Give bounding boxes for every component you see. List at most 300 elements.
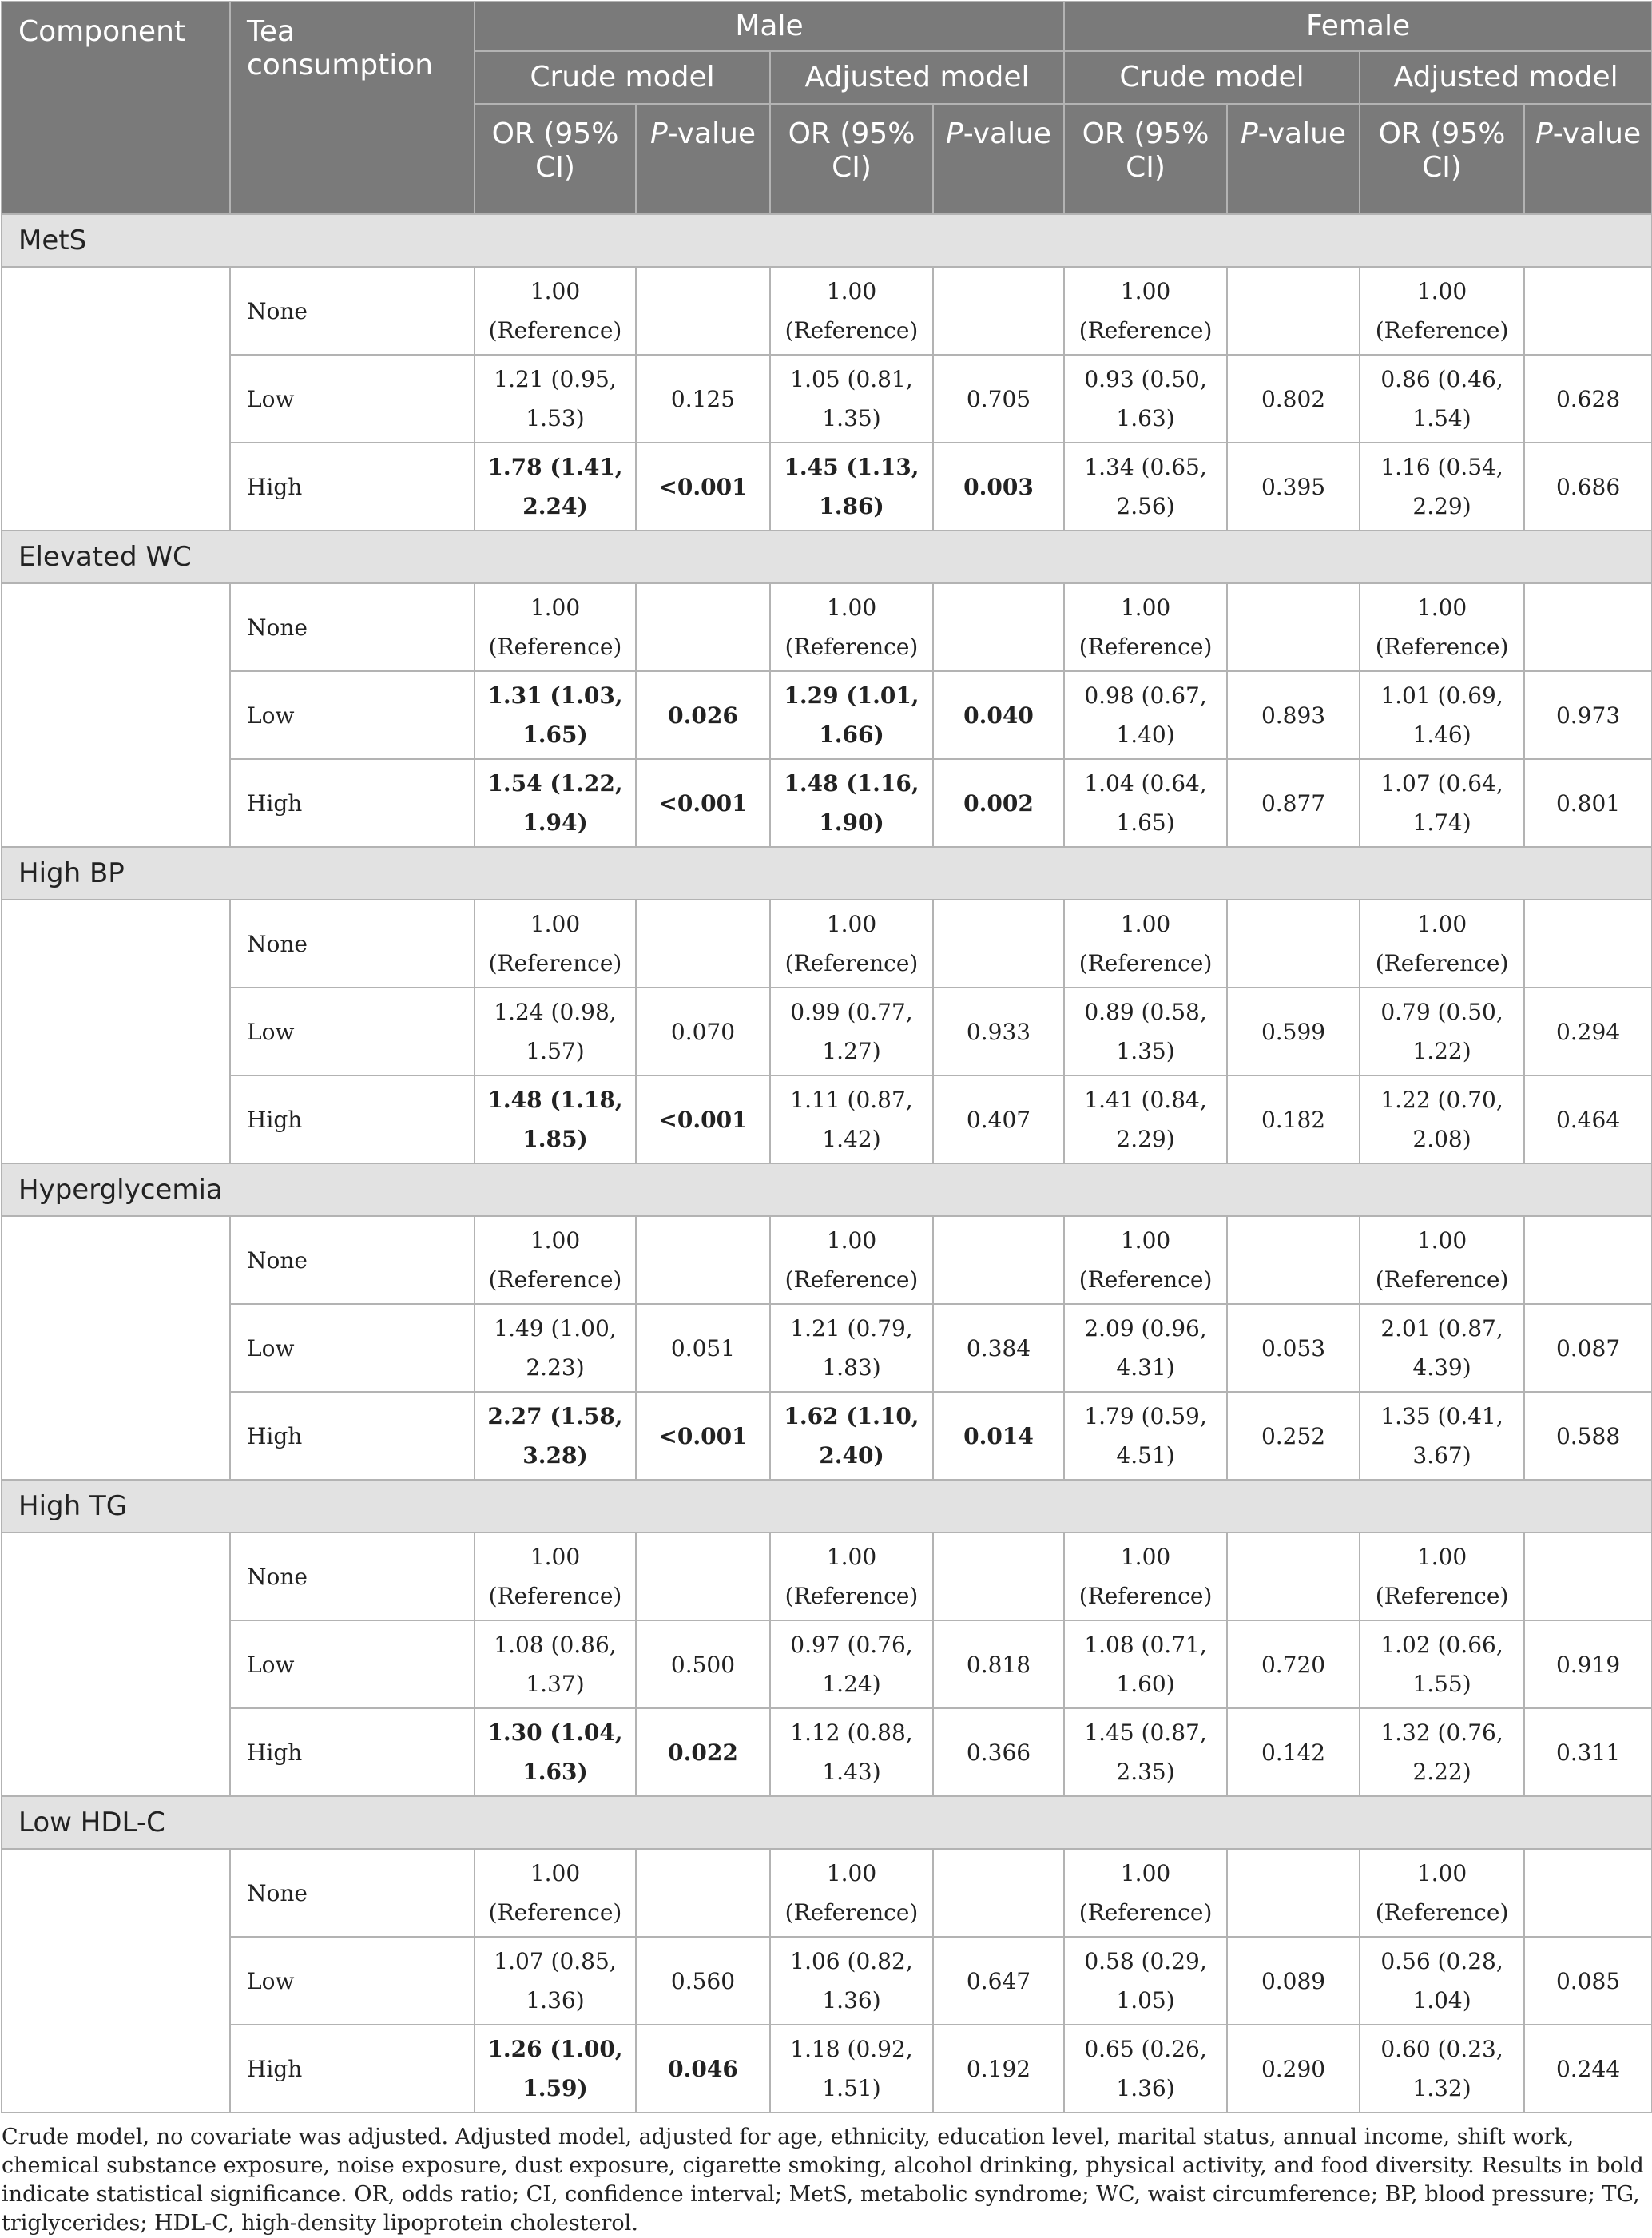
m-crude-or-cell: [475, 988, 636, 1075]
m-crude-p-cell: <0.001: [636, 1392, 770, 1480]
f-adj-or-cell: [1360, 1392, 1524, 1480]
m-crude-p-cell: 0.022: [636, 1708, 770, 1796]
tea-consumption-line2: consumption: [247, 49, 434, 81]
or-value-line2: 1.04): [1412, 1987, 1471, 2013]
tea-level-cell: High: [230, 1392, 475, 1480]
or-header-line1: OR (95%: [491, 117, 619, 150]
or-value-line1: 1.08 (0.71,: [1084, 1632, 1207, 1658]
component-blank-cell: [2, 267, 230, 531]
m-crude-or-cell: [475, 583, 636, 671]
f-adj-p-cell: 0.294: [1524, 988, 1652, 1075]
or-value-line1: 1.07 (0.85,: [494, 1948, 617, 1974]
or-value-line1: 2.09 (0.96,: [1084, 1315, 1207, 1342]
m-adj-or-cell: [770, 1620, 933, 1708]
or-value-line2: 1.66): [819, 721, 884, 748]
or-value-line2: 1.27): [822, 1038, 881, 1064]
m-adj-or-cell: [770, 900, 933, 988]
table-row: [2, 900, 1652, 988]
table-row: [2, 1620, 1652, 1708]
or-value-line2: (Reference): [784, 634, 919, 660]
m-crude-p-cell: <0.001: [636, 443, 770, 531]
m-crude-or-cell: [475, 671, 636, 759]
f-adj-or-cell: [1360, 759, 1524, 847]
m-adj-p-cell: 0.818: [933, 1620, 1064, 1708]
or-value-line1: 1.00: [1120, 278, 1171, 304]
m-adj-p-cell: [933, 267, 1064, 355]
m-adj-or-cell: [770, 1216, 933, 1304]
or-value-line2: 1.55): [1412, 1671, 1471, 1697]
or-value-line1: 0.60 (0.23,: [1380, 2036, 1503, 2062]
f-adj-p-cell: 0.628: [1524, 355, 1652, 443]
or-value-line2: (Reference): [784, 1899, 919, 1926]
f-crude-p-cell: 0.053: [1227, 1304, 1360, 1392]
f-adj-or-cell: [1360, 1075, 1524, 1163]
or-header-line2: CI): [1422, 151, 1462, 184]
or-value-line1: 0.97 (0.76,: [790, 1632, 913, 1658]
f-crude-or-cell: [1064, 671, 1227, 759]
or-value-line1: 1.32 (0.76,: [1380, 1719, 1503, 1746]
or-value-line2: 1.60): [1116, 1671, 1175, 1697]
m-adj-or-cell: [770, 1075, 933, 1163]
section-title: Low HDL-C: [2, 1796, 1652, 1849]
or-value-line1: 1.21 (0.95,: [494, 366, 617, 392]
f-crude-p-cell: 0.089: [1227, 1937, 1360, 2025]
table-row: [2, 759, 1652, 847]
m-adj-p-cell: 0.014: [933, 1392, 1064, 1480]
or-header-line1: OR (95%: [1082, 117, 1209, 150]
or-value-line2: 2.35): [1116, 1759, 1175, 1785]
component-blank-cell: [2, 1216, 230, 1480]
m-adj-p-cell: 0.705: [933, 355, 1064, 443]
or-header-line2: CI): [1126, 151, 1166, 184]
m-adj-or-cell: [770, 443, 933, 531]
tea-level-cell: None: [230, 1849, 475, 1937]
component-blank-cell: [2, 583, 230, 847]
or-value-line2: (Reference): [1375, 1899, 1509, 1926]
f-crude-or-cell: [1064, 1075, 1227, 1163]
m-crude-p-cell: [636, 1216, 770, 1304]
or-value-line1: 1.21 (0.79,: [790, 1315, 913, 1342]
or-value-line1: 1.00: [530, 911, 581, 937]
m-crude-p-cell: [636, 1849, 770, 1937]
or-value-line1: 1.62 (1.10,: [784, 1403, 919, 1429]
m-crude-or-cell: [475, 1216, 636, 1304]
or-value-line2: 2.24): [522, 493, 588, 519]
or-value-line1: 1.00: [1120, 1227, 1171, 1254]
or-value-line2: 1.54): [1412, 405, 1471, 431]
or-value-line2: 1.90): [819, 809, 884, 836]
m-adj-or-cell: [770, 1937, 933, 2025]
or-value-line2: 1.63): [522, 1759, 588, 1785]
m-crude-p-cell: 0.051: [636, 1304, 770, 1392]
m-crude-or-cell: [475, 1075, 636, 1163]
f-adj-p-cell: [1524, 267, 1652, 355]
or-value-line1: 1.18 (0.92,: [790, 2036, 913, 2062]
m-crude-p-cell: 0.125: [636, 355, 770, 443]
or-value-line1: 1.00: [1120, 594, 1171, 621]
or-value-line2: 1.40): [1116, 721, 1175, 748]
or-value-line1: 1.45 (0.87,: [1084, 1719, 1207, 1746]
m-adj-p-cell: 0.366: [933, 1708, 1064, 1796]
table-container: [0, 1, 1652, 2238]
or-value-line1: 1.00: [826, 911, 877, 937]
m-adj-or-cell: [770, 1304, 933, 1392]
f-adj-or-cell: [1360, 988, 1524, 1075]
or-value-line1: 1.22 (0.70,: [1380, 1087, 1503, 1113]
female-adjusted-model-header: Adjusted model: [1360, 51, 1652, 104]
or-value-line2: 2.22): [1412, 1759, 1471, 1785]
table-row: [2, 2025, 1652, 2113]
or-value-line1: 1.34 (0.65,: [1084, 454, 1207, 480]
or-value-line2: (Reference): [488, 950, 622, 976]
or-value-line2: (Reference): [488, 1266, 622, 1293]
section-title: High TG: [2, 1480, 1652, 1532]
section-row: [2, 847, 1652, 900]
m-crude-p-cell: [636, 267, 770, 355]
section-title: Hyperglycemia: [2, 1163, 1652, 1216]
or-value-line1: 1.08 (0.86,: [494, 1632, 617, 1658]
or-value-line2: 1.36): [822, 1987, 881, 2013]
m-adj-p-cell: [933, 583, 1064, 671]
or-value-line2: 1.51): [822, 2075, 881, 2101]
or-value-line2: (Reference): [1078, 950, 1213, 976]
or-value-line2: 1.43): [822, 1759, 881, 1785]
or-value-line2: (Reference): [488, 1899, 622, 1926]
table-row: [2, 1708, 1652, 1796]
or-value-line1: 1.04 (0.64,: [1084, 770, 1207, 797]
tea-level-cell: None: [230, 1216, 475, 1304]
or-value-line2: 1.53): [526, 405, 585, 431]
m-adj-or-cell: [770, 1708, 933, 1796]
f-crude-or-cell: [1064, 355, 1227, 443]
m-adj-or-cell: [770, 267, 933, 355]
or-value-line1: 1.30 (1.04,: [487, 1719, 623, 1746]
tea-level-cell: Low: [230, 1937, 475, 2025]
female-adjusted-p-value-header: [1524, 104, 1652, 214]
or-value-line1: 1.26 (1.00,: [487, 2036, 623, 2062]
section-title: Elevated WC: [2, 531, 1652, 583]
or-value-line2: (Reference): [1375, 634, 1509, 660]
f-crude-or-cell: [1064, 1304, 1227, 1392]
or-value-line1: 1.00: [1416, 1860, 1467, 1886]
f-adj-p-cell: 0.311: [1524, 1708, 1652, 1796]
or-value-line2: 1.94): [522, 809, 588, 836]
f-crude-or-cell: [1064, 900, 1227, 988]
tea-level-cell: Low: [230, 988, 475, 1075]
or-value-line2: (Reference): [1078, 1583, 1213, 1609]
m-crude-or-cell: [475, 1392, 636, 1480]
m-crude-or-cell: [475, 1620, 636, 1708]
or-value-line1: 1.31 (1.03,: [487, 682, 623, 709]
p-header-suffix: -value: [1257, 117, 1347, 150]
male-adjusted-p-value-header: [933, 104, 1064, 214]
tea-level-cell: High: [230, 759, 475, 847]
or-value-line1: 0.58 (0.29,: [1084, 1948, 1207, 1974]
female-crude-model-header: Crude model: [1064, 51, 1360, 104]
f-adj-p-cell: 0.085: [1524, 1937, 1652, 2025]
or-header-line1: OR (95%: [1378, 117, 1506, 150]
component-blank-cell: [2, 1532, 230, 1796]
f-adj-or-cell: [1360, 1532, 1524, 1620]
m-crude-or-cell: [475, 759, 636, 847]
m-crude-p-cell: <0.001: [636, 1075, 770, 1163]
or-value-line1: 1.00: [1416, 278, 1467, 304]
or-value-line2: 2.08): [1412, 1126, 1471, 1152]
tea-level-cell: Low: [230, 355, 475, 443]
or-value-line2: 4.51): [1116, 1442, 1175, 1469]
or-header-line1: OR (95%: [788, 117, 915, 150]
table-row: [2, 988, 1652, 1075]
table-header: [2, 2, 1652, 214]
m-crude-p-cell: [636, 1532, 770, 1620]
m-adj-p-cell: 0.933: [933, 988, 1064, 1075]
tea-consumption-header: [230, 2, 475, 214]
f-adj-or-cell: [1360, 355, 1524, 443]
tea-level-cell: Low: [230, 1620, 475, 1708]
f-crude-p-cell: 0.877: [1227, 759, 1360, 847]
tea-level-cell: High: [230, 1708, 475, 1796]
m-adj-or-cell: [770, 988, 933, 1075]
section-row: [2, 214, 1652, 267]
tea-level-cell: High: [230, 443, 475, 531]
f-crude-p-cell: 0.290: [1227, 2025, 1360, 2113]
or-value-line2: 3.67): [1412, 1442, 1471, 1469]
f-adj-p-cell: [1524, 583, 1652, 671]
f-adj-or-cell: [1360, 1620, 1524, 1708]
or-value-line1: 1.00: [1416, 911, 1467, 937]
or-value-line1: 1.00: [1120, 1860, 1171, 1886]
f-adj-p-cell: 0.686: [1524, 443, 1652, 531]
f-crude-or-cell: [1064, 1937, 1227, 2025]
or-value-line2: 1.36): [526, 1987, 585, 2013]
or-value-line1: 0.98 (0.67,: [1084, 682, 1207, 709]
or-value-line1: 1.48 (1.16,: [784, 770, 919, 797]
or-value-line1: 1.45 (1.13,: [784, 454, 919, 480]
m-adj-p-cell: 0.407: [933, 1075, 1064, 1163]
female-crude-p-value-header: [1227, 104, 1360, 214]
f-crude-p-cell: [1227, 1532, 1360, 1620]
or-value-line2: (Reference): [1375, 317, 1509, 344]
or-value-line1: 1.12 (0.88,: [790, 1719, 913, 1746]
male-adjusted-model-header: Adjusted model: [770, 51, 1064, 104]
results-table: [1, 1, 1652, 2113]
or-value-line2: 3.28): [522, 1442, 588, 1469]
or-value-line1: 1.00: [826, 594, 877, 621]
tea-level-cell: Low: [230, 671, 475, 759]
or-value-line2: (Reference): [1078, 634, 1213, 660]
m-crude-p-cell: 0.046: [636, 2025, 770, 2113]
f-adj-p-cell: 0.087: [1524, 1304, 1652, 1392]
or-value-line1: 0.56 (0.28,: [1380, 1948, 1503, 1974]
m-crude-or-cell: [475, 1849, 636, 1937]
or-value-line2: 1.85): [522, 1126, 588, 1152]
male-header: Male: [475, 2, 1064, 51]
m-crude-p-cell: [636, 900, 770, 988]
f-adj-or-cell: [1360, 443, 1524, 531]
f-crude-p-cell: 0.893: [1227, 671, 1360, 759]
m-adj-p-cell: 0.192: [933, 2025, 1064, 2113]
m-adj-or-cell: [770, 355, 933, 443]
or-value-line2: 1.59): [522, 2075, 588, 2101]
table-row: [2, 443, 1652, 531]
or-value-line2: 1.35): [822, 405, 881, 431]
f-adj-p-cell: 0.919: [1524, 1620, 1652, 1708]
f-adj-or-cell: [1360, 2025, 1524, 2113]
m-adj-or-cell: [770, 2025, 933, 2113]
f-adj-or-cell: [1360, 583, 1524, 671]
or-header-line2: CI): [535, 151, 575, 184]
table-row: [2, 671, 1652, 759]
or-value-line2: (Reference): [784, 317, 919, 344]
or-value-line1: 0.93 (0.50,: [1084, 366, 1207, 392]
f-crude-or-cell: [1064, 267, 1227, 355]
or-value-line1: 2.01 (0.87,: [1380, 1315, 1503, 1342]
m-crude-or-cell: [475, 443, 636, 531]
f-adj-or-cell: [1360, 267, 1524, 355]
table-row: [2, 1532, 1652, 1620]
f-crude-p-cell: 0.182: [1227, 1075, 1360, 1163]
or-value-line2: 2.56): [1116, 493, 1175, 519]
m-adj-p-cell: [933, 1216, 1064, 1304]
or-value-line2: 1.65): [522, 721, 588, 748]
or-value-line1: 1.02 (0.66,: [1380, 1632, 1503, 1658]
or-value-line1: 1.00: [530, 1544, 581, 1570]
or-value-line2: 1.46): [1412, 721, 1471, 748]
or-value-line2: 4.31): [1116, 1354, 1175, 1381]
or-value-line2: (Reference): [488, 1583, 622, 1609]
or-value-line1: 1.41 (0.84,: [1084, 1087, 1207, 1113]
m-crude-or-cell: [475, 2025, 636, 2113]
f-crude-p-cell: [1227, 583, 1360, 671]
m-adj-p-cell: 0.384: [933, 1304, 1064, 1392]
m-crude-or-cell: [475, 900, 636, 988]
f-crude-p-cell: 0.252: [1227, 1392, 1360, 1480]
component-blank-cell: [2, 1849, 230, 2113]
f-crude-or-cell: [1064, 2025, 1227, 2113]
f-adj-or-cell: [1360, 1849, 1524, 1937]
p-header-prefix: P: [945, 117, 963, 150]
m-crude-p-cell: 0.560: [636, 1937, 770, 2025]
or-value-line2: 2.23): [526, 1354, 585, 1381]
f-crude-p-cell: 0.142: [1227, 1708, 1360, 1796]
or-value-line2: (Reference): [784, 950, 919, 976]
f-adj-p-cell: 0.244: [1524, 2025, 1652, 2113]
male-crude-p-value-header: [636, 104, 770, 214]
f-crude-or-cell: [1064, 583, 1227, 671]
or-value-line1: 1.00: [1416, 594, 1467, 621]
f-adj-or-cell: [1360, 1304, 1524, 1392]
tea-level-cell: None: [230, 900, 475, 988]
p-header-prefix: P: [649, 117, 668, 150]
table-footnote: Crude model, no covariate was adjusted. Adjusted model, adjusted for age, ethnicity, education level, marital status, annual income, shift work, chemical substance exposure, noise exposure, dust exposure, cigarette smoking, alcohol drinking, physical activity, and food diversity. Results in bold indicate statistical significance. OR, odds ratio; CI, confidence interval; MetS, metabolic syndrome; WC, waist circumference; BP, blood pressure; TG, triglycerides; HDL-C, high-density lipoprotein cholesterol.: [2, 2125, 1644, 2236]
m-crude-or-cell: [475, 1304, 636, 1392]
f-adj-or-cell: [1360, 671, 1524, 759]
or-value-line1: 1.35 (0.41,: [1380, 1403, 1503, 1429]
f-crude-or-cell: [1064, 1392, 1227, 1480]
or-value-line1: 1.49 (1.00,: [494, 1315, 617, 1342]
or-value-line1: 1.00: [530, 1860, 581, 1886]
tea-level-cell: Low: [230, 1304, 475, 1392]
f-crude-p-cell: [1227, 900, 1360, 988]
f-crude-p-cell: [1227, 1849, 1360, 1937]
or-value-line2: 1.65): [1116, 809, 1175, 836]
or-value-line2: 1.35): [1116, 1038, 1175, 1064]
or-value-line2: 1.24): [822, 1671, 881, 1697]
m-crude-p-cell: 0.500: [636, 1620, 770, 1708]
or-value-line2: (Reference): [784, 1266, 919, 1293]
f-crude-or-cell: [1064, 1620, 1227, 1708]
m-adj-p-cell: 0.647: [933, 1937, 1064, 2025]
or-value-line2: 1.36): [1116, 2075, 1175, 2101]
m-adj-or-cell: [770, 1849, 933, 1937]
f-crude-p-cell: 0.802: [1227, 355, 1360, 443]
or-value-line1: 0.86 (0.46,: [1380, 366, 1503, 392]
p-header-suffix: -value: [667, 117, 757, 150]
or-value-line1: 1.00: [1120, 911, 1171, 937]
male-adjusted-or-header: [770, 104, 933, 214]
f-adj-p-cell: 0.588: [1524, 1392, 1652, 1480]
m-adj-or-cell: [770, 759, 933, 847]
section-title: MetS: [2, 214, 1652, 267]
or-value-line1: 1.78 (1.41,: [487, 454, 623, 480]
f-crude-p-cell: [1227, 1216, 1360, 1304]
table-row: [2, 355, 1652, 443]
p-header-suffix: -value: [963, 117, 1052, 150]
or-value-line2: (Reference): [1078, 1266, 1213, 1293]
or-value-line1: 1.00: [826, 1227, 877, 1254]
table-row: [2, 1075, 1652, 1163]
or-value-line2: (Reference): [784, 1583, 919, 1609]
table-row: [2, 583, 1652, 671]
f-crude-or-cell: [1064, 759, 1227, 847]
f-adj-p-cell: [1524, 1849, 1652, 1937]
m-adj-p-cell: 0.040: [933, 671, 1064, 759]
table-row: [2, 1849, 1652, 1937]
m-crude-p-cell: 0.026: [636, 671, 770, 759]
or-value-line2: 1.42): [822, 1126, 881, 1152]
or-value-line2: 1.32): [1412, 2075, 1471, 2101]
or-value-line2: 1.05): [1116, 1987, 1175, 2013]
f-crude-p-cell: 0.395: [1227, 443, 1360, 531]
or-value-line1: 1.48 (1.18,: [487, 1087, 623, 1113]
m-adj-or-cell: [770, 671, 933, 759]
female-header: Female: [1064, 2, 1652, 51]
or-value-line2: (Reference): [1078, 1899, 1213, 1926]
or-value-line2: (Reference): [1375, 1583, 1509, 1609]
or-value-line1: 1.05 (0.81,: [790, 366, 913, 392]
or-value-line2: 4.39): [1412, 1354, 1471, 1381]
or-header-line2: CI): [832, 151, 872, 184]
f-adj-p-cell: [1524, 1532, 1652, 1620]
m-adj-p-cell: [933, 1532, 1064, 1620]
or-value-line1: 1.00: [1416, 1227, 1467, 1254]
or-value-line1: 1.16 (0.54,: [1380, 454, 1503, 480]
p-header-prefix: P: [1240, 117, 1258, 150]
or-value-line2: 1.83): [822, 1354, 881, 1381]
tea-level-cell: None: [230, 583, 475, 671]
tea-level-cell: High: [230, 2025, 475, 2113]
or-value-line1: 1.29 (1.01,: [784, 682, 919, 709]
or-value-line1: 1.07 (0.64,: [1380, 770, 1503, 797]
or-value-line2: 1.37): [526, 1671, 585, 1697]
m-crude-or-cell: [475, 355, 636, 443]
or-value-line1: 1.01 (0.69,: [1380, 682, 1503, 709]
table-row: [2, 1392, 1652, 1480]
or-value-line2: 2.29): [1412, 493, 1471, 519]
or-value-line2: 1.22): [1412, 1038, 1471, 1064]
or-value-line1: 1.06 (0.82,: [790, 1948, 913, 1974]
or-value-line1: 1.00: [530, 278, 581, 304]
